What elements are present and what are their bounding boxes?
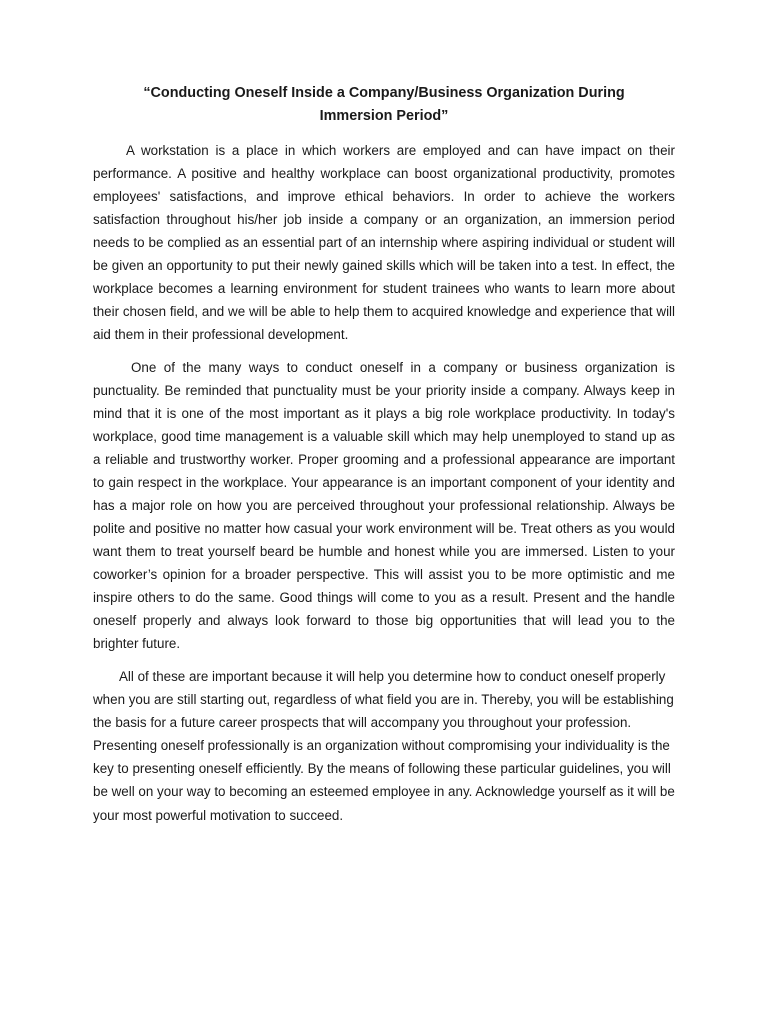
paragraph-3: All of these are important because it will help you determine how to conduct oneself properly when you are still starting out, regardless of what field you are in. Thereby, you will be establishing the basis for a future career prospects that will accompany you throughout your profession. Presenting oneself professionally is an organization without compromising your individuality is the key to presenting oneself efficiently. By the means of following these particular guidelines, you will be well on your way to becoming an esteemed employee in any. Acknowledge yourself as it will be your most powerful motivation to succeed. [93, 669, 675, 823]
paragraph-1: A workstation is a place in which workers are employed and can have impact on their performance. A positive and healthy workplace can boost organizational productivity, promotes employees' satisfactions, and improve ethical behaviors. In order to achieve the workers satisfaction throughout his/her job inside a company or an organization, an immersion period needs to be complied as an essential part of an internship where aspiring individual or student will be given an opportunity to put their newly gained skills which will be taken into a test. In effect, the workplace becomes a learning environment for student trainees who wants to learn more about their chosen field, and we will be able to help them to acquired knowledge and experience that will aid them in their professional development. [93, 143, 675, 342]
document-title: “Conducting Oneself Inside a Company/Business Organization During Immersion Period” [143, 85, 625, 124]
document-page [93, 82, 675, 836]
paragraph-2: One of the many ways to conduct oneself in a company or business organization is punctuality. Be reminded that punctuality must be your priority inside a company. Always keep in mind that it is one of the most important as it plays a big role workplace productivity. In today's workplace, good time management is a valuable skill which may help unemployed to stand up as a reliable and trustworthy worker. Proper grooming and a professional appearance are important to gain respect in the workplace. Your appearance is an important component of your identity and has a major role on how you are perceived throughout your professional relationship. Always be polite and positive no matter how casual your work environment will be. Treat others as you would want them to treat yourself beard be humble and honest while you are immersed. Listen to your coworker’s opinion for a broader perspective. This will assist you to be more optimistic and me inspire others to do the same. Good things will come to you as a result. Present and the handle oneself properly and always look forward to those big opportunities that will lead you to the brighter future. [93, 360, 675, 651]
